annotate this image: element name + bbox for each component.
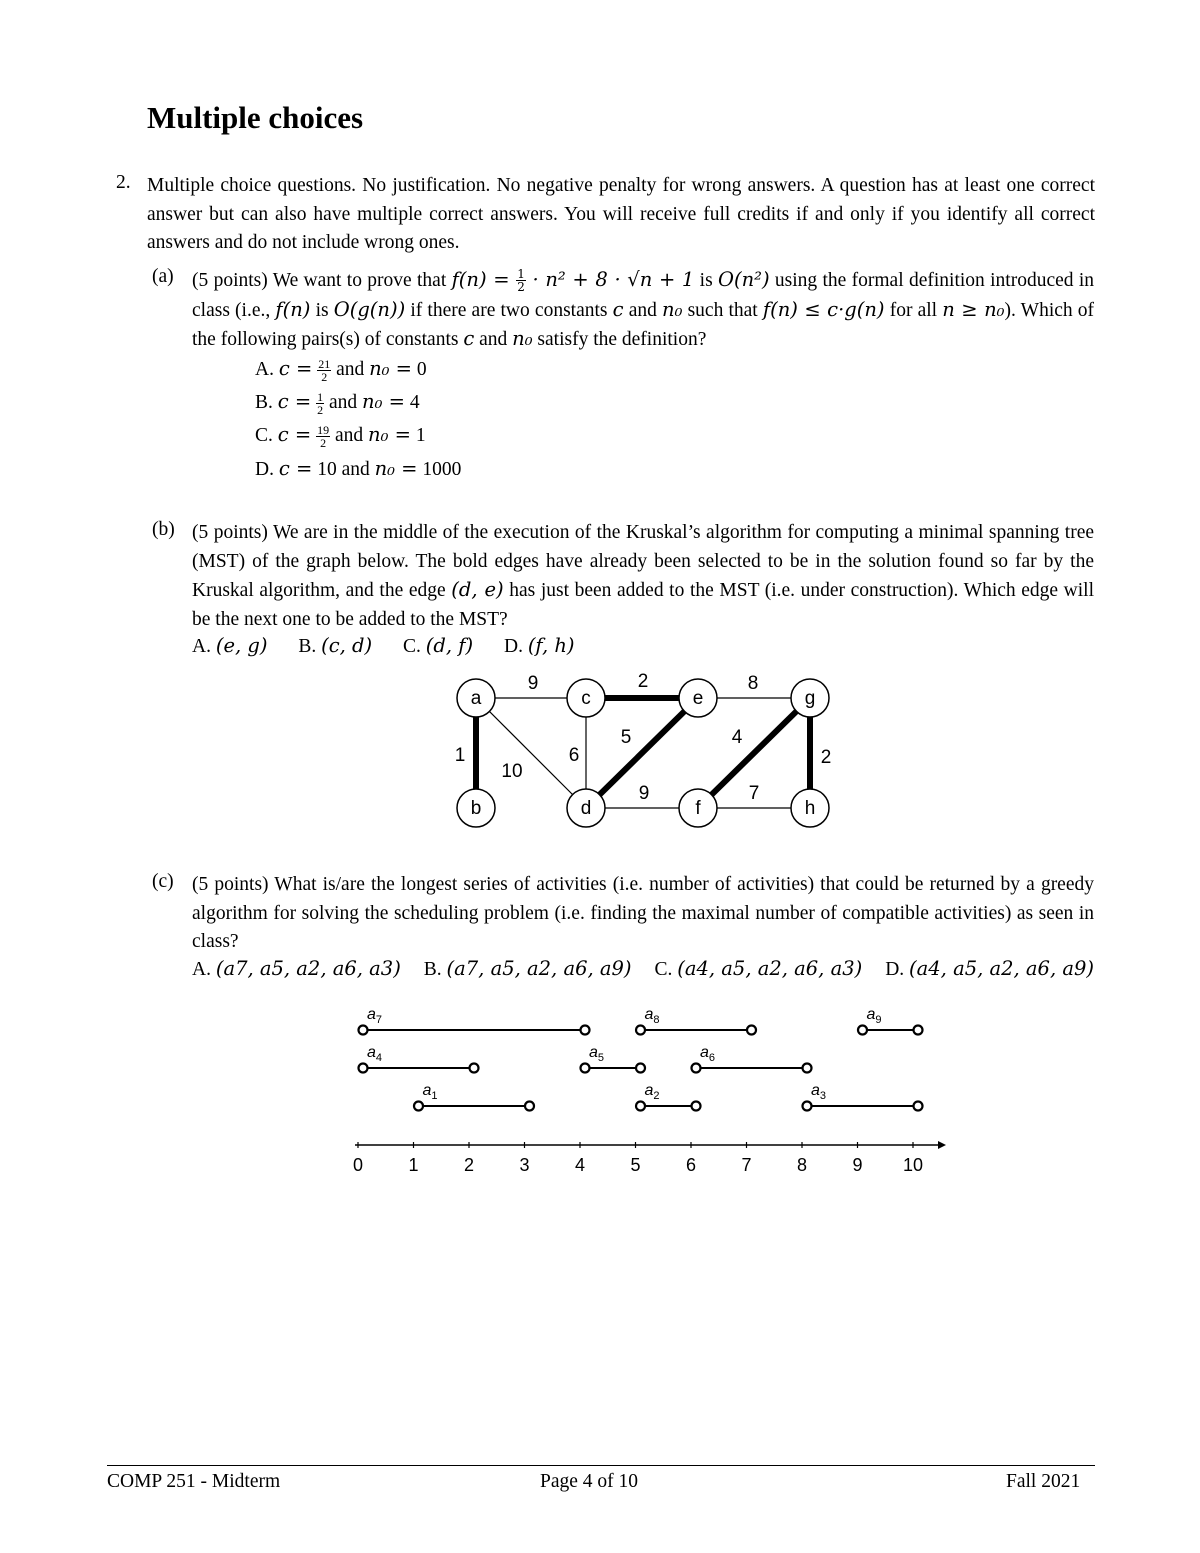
edge-weight-f-g: 4 bbox=[731, 727, 743, 749]
part-b-body: We are in the middle of the execution of the Kruskal’s algorithm for computing a minimal spanning tree (MST) of the graph below. The bold edges have already been selected to be in the solution found so far by the Kruskal algorithm, and the edge bbox=[192, 522, 1095, 601]
edge-weight-d-e: 5 bbox=[620, 727, 632, 749]
part-a-function: f(n) = $\frac{1}{2}$ · n² + 8 · √n + 1 bbox=[451, 267, 695, 294]
mst-graph bbox=[430, 660, 850, 840]
part-a-label: (a) bbox=[152, 266, 174, 287]
option-value: (a4, a5, a2, a6, a3) bbox=[677, 957, 863, 980]
part-a-option-d[interactable]: D. c = 10 and n₀ = 1000 bbox=[255, 457, 462, 480]
activity-label-a5: $a_5$ bbox=[589, 1044, 605, 1064]
option-value: (a7, a5, a2, a6, a9) bbox=[446, 957, 632, 980]
option-label: D. bbox=[255, 459, 274, 480]
part-a-text-7: for all bbox=[889, 299, 938, 321]
part-c-text bbox=[192, 871, 1094, 957]
part-a-option-c[interactable]: C. c = $\frac{19}{2}$ and n₀ = 1 bbox=[255, 423, 426, 451]
question-number: 2. bbox=[116, 172, 131, 193]
edge-weight-f-h: 7 bbox=[748, 783, 760, 805]
part-c-label: (c) bbox=[152, 871, 174, 892]
option-label: A. bbox=[192, 636, 211, 657]
section-title: Multiple choices bbox=[147, 100, 364, 135]
part-b-label: (b) bbox=[152, 519, 175, 540]
activity-a3 bbox=[803, 1082, 923, 1111]
edge-weight-a-d: 10 bbox=[501, 761, 523, 783]
option-label: B. bbox=[255, 392, 273, 413]
activity-a4 bbox=[359, 1044, 479, 1073]
option-c-c-num: 19 bbox=[317, 423, 330, 438]
option-d-c-val: 10 bbox=[317, 459, 337, 480]
part-a-option-b[interactable]: B. c = $\frac{1}{2}$ and n₀ = 4 bbox=[255, 390, 420, 418]
part-a-text-2: using the formal definition introduced in class (i.e., bbox=[192, 270, 1094, 321]
option-b-c-den: 2 bbox=[317, 403, 324, 418]
option-label: B. bbox=[423, 959, 442, 980]
activity-label-a8: $a_8$ bbox=[644, 1006, 660, 1026]
option-value: (f, h) bbox=[527, 634, 575, 657]
edge-weight-c-d: 6 bbox=[568, 745, 580, 767]
option-value: (e, g) bbox=[215, 634, 268, 657]
axis-tick-label: 4 bbox=[574, 1155, 586, 1175]
option-label: C. bbox=[654, 959, 673, 980]
option-d-n0: 1000 bbox=[422, 459, 462, 480]
part-a-text: (5 points) We want to prove that f(n) = $\frac{1}{2}$ · n² + 8 · √n + 1 is O(n²) using the formal definition introduced in class (i.e., f(n) is O(g(n)) if there are two constants c and n₀ such that f(n) ≤ c·g(n) for all n ≥ n₀). Which of the following pairs(s) of constants c and n₀ satisfy the definition? bbox=[192, 267, 1095, 350]
part-a-text-5: and bbox=[628, 299, 657, 321]
node-label-c: c bbox=[581, 688, 591, 710]
part-c-option-c[interactable] bbox=[654, 957, 862, 981]
part-b-edge: (d, e) bbox=[451, 578, 504, 601]
node-label-b: b bbox=[470, 798, 482, 820]
axis-tick-label: 10 bbox=[902, 1155, 924, 1175]
option-label: D. bbox=[885, 959, 905, 980]
part-b-option-b[interactable] bbox=[298, 636, 372, 657]
axis-tick-label: 9 bbox=[852, 1155, 863, 1175]
part-b-option-a[interactable] bbox=[192, 636, 267, 657]
activity-a9 bbox=[858, 1006, 923, 1035]
option-label: C. bbox=[403, 636, 421, 657]
part-c-option-d[interactable] bbox=[885, 957, 1094, 981]
axis-tick-label: 8 bbox=[796, 1155, 808, 1175]
axis-tick-label: 3 bbox=[519, 1155, 530, 1175]
part-a-text-10: satisfy the definition? bbox=[537, 329, 707, 350]
part-a-text-8: . Which of the following pairs(s) of constants bbox=[192, 299, 1095, 350]
option-a-c-den: 2 bbox=[321, 370, 328, 385]
activity-label-a9: $a_9$ bbox=[866, 1006, 882, 1026]
option-c-c-den: 2 bbox=[320, 436, 327, 451]
option-value: (c, d) bbox=[321, 634, 373, 657]
activity-a7 bbox=[359, 1006, 590, 1035]
and-word: and bbox=[334, 425, 364, 446]
option-value: (a4, a5, a2, a6, a9) bbox=[909, 957, 1094, 980]
edge-weight-c-e: 2 bbox=[637, 671, 649, 693]
part-a-text-3: is bbox=[315, 299, 329, 321]
activity-label-a1: $a_1$ bbox=[422, 1082, 438, 1102]
part-c-body: What is/are the longest series of activities (i.e. number of activities) that could be returned by a greedy algorithm for solving the scheduling problem (i.e. finding the maximal number of compatible activities) as seen in class? bbox=[192, 874, 1094, 952]
option-a-n0: 0 bbox=[416, 359, 427, 380]
part-a-text-9: and bbox=[479, 329, 508, 350]
activity-label-a3: $a_3$ bbox=[811, 1082, 827, 1102]
part-a-text-6: such that bbox=[687, 299, 758, 321]
activity-a5 bbox=[581, 1044, 646, 1073]
activity-a8 bbox=[636, 1006, 756, 1035]
part-b-points: (5 points) bbox=[192, 522, 268, 543]
footer-left: COMP 251 - Midterm bbox=[107, 1471, 281, 1492]
option-value: (a7, a5, a2, a6, a3) bbox=[215, 957, 401, 980]
edge-weight-e-g: 8 bbox=[747, 673, 759, 695]
footer-center: Page 4 of 10 bbox=[540, 1471, 639, 1492]
part-b-options bbox=[192, 634, 575, 658]
option-value: (d, f) bbox=[425, 634, 474, 657]
activity-a1 bbox=[414, 1082, 534, 1111]
part-c-points: (5 points) bbox=[192, 874, 269, 895]
option-b-c-num: 1 bbox=[317, 390, 324, 405]
activity-label-a7: $a_7$ bbox=[367, 1006, 383, 1026]
and-word: and bbox=[328, 392, 358, 413]
part-a-text-1: We want to prove that bbox=[272, 270, 447, 291]
and-word: and bbox=[341, 459, 370, 480]
axis-tick-label: 0 bbox=[352, 1155, 364, 1175]
node-label-g: g bbox=[804, 688, 816, 710]
option-label: A. bbox=[192, 959, 211, 980]
axis-tick-label: 7 bbox=[741, 1155, 752, 1175]
node-label-f: f bbox=[695, 798, 701, 820]
part-b-body-end: has just been added to the MST (i.e. under construction). Which edge will be the next one to be added to the MST? bbox=[192, 580, 1094, 630]
activity-schedule bbox=[340, 990, 960, 1175]
part-b-option-c[interactable] bbox=[403, 636, 473, 657]
option-c-n0: 1 bbox=[415, 425, 426, 446]
edge-weight-a-c: 9 bbox=[527, 673, 539, 695]
activity-a6 bbox=[692, 1044, 812, 1073]
node-label-a: a bbox=[470, 688, 482, 710]
activity-label-a4: $a_4$ bbox=[367, 1044, 383, 1064]
option-label: B. bbox=[298, 636, 317, 657]
part-a-text-4: if there are two constants bbox=[410, 299, 608, 321]
part-b-option-d[interactable] bbox=[504, 636, 575, 657]
edge-weight-a-b: 1 bbox=[454, 745, 466, 767]
axis-tick-label: 5 bbox=[630, 1155, 641, 1175]
option-label: A. bbox=[255, 359, 274, 380]
axis-tick-label: 1 bbox=[408, 1155, 419, 1175]
node-label-h: h bbox=[804, 798, 816, 820]
part-c-option-b[interactable] bbox=[424, 957, 632, 981]
edge-weight-g-h: 2 bbox=[820, 747, 832, 769]
node-label-d: d bbox=[580, 798, 592, 820]
part-c-option-a[interactable] bbox=[192, 957, 401, 981]
part-a-option-a[interactable]: A. c = $\frac{21}{2}$ and n₀ = 0 bbox=[255, 357, 427, 385]
axis-tick-label: 6 bbox=[685, 1155, 697, 1175]
activity-a2 bbox=[636, 1082, 701, 1111]
and-word: and bbox=[336, 359, 365, 380]
option-label: C. bbox=[255, 425, 273, 446]
activity-label-a2: $a_2$ bbox=[644, 1082, 660, 1102]
part-a-points: (5 points) bbox=[192, 270, 268, 291]
option-b-n0: 4 bbox=[409, 392, 420, 413]
activity-label-a6: $a_6$ bbox=[700, 1044, 716, 1064]
node-label-e: e bbox=[692, 688, 704, 710]
axis-arrow bbox=[938, 1141, 946, 1149]
footer-right: Fall 2021 bbox=[1006, 1471, 1081, 1492]
option-label: D. bbox=[503, 636, 523, 657]
footer-rule bbox=[107, 1465, 1095, 1466]
part-c-options bbox=[192, 957, 1094, 981]
option-a-c-num: 21 bbox=[318, 357, 331, 372]
part-b-text bbox=[192, 519, 1094, 634]
axis-tick-label: 2 bbox=[463, 1155, 475, 1175]
edge-weight-d-f: 9 bbox=[638, 783, 650, 805]
question-intro: Multiple choice questions. No justification. No negative penalty for wrong answers. A question has at least one correct answer but can also have multiple correct answers. You will receive full credits if and only if you identify all correct answers and do not include wrong ones. bbox=[147, 175, 1095, 253]
